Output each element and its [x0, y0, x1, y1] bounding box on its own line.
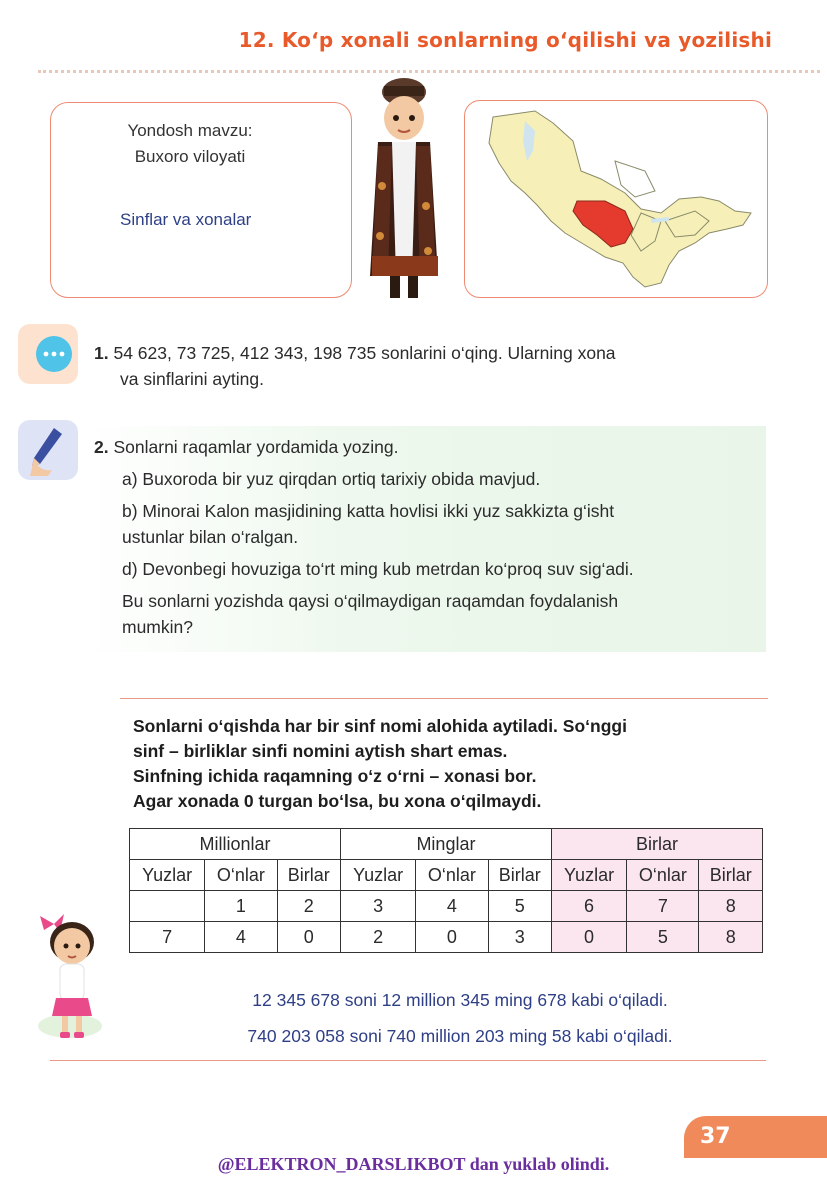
table-cell: 0 [416, 922, 488, 953]
rule-divider-bottom [50, 1060, 766, 1061]
exercise-1-number: 1. [94, 343, 109, 363]
table-cell: 5 [488, 891, 551, 922]
table-cell: 8 [699, 891, 763, 922]
rule-note-line4: Agar xonada 0 turgan boʻlsa, bu xona oʻqilmaydi. [133, 791, 542, 811]
girl-illustration [30, 906, 110, 1046]
exercise-1-line1 [94, 340, 764, 366]
rule-divider-top [120, 698, 768, 699]
rule-note-line3: Sinfning ichida raqamning oʻz oʻrni – xonasi bor. [133, 766, 537, 786]
rule-note [133, 714, 773, 814]
exercise-2 [94, 434, 764, 640]
table-cell: 1 [205, 891, 277, 922]
exercise-2-question-line1: Bu sonlarni yozishda qaysi o‘qilmaydigan raqamdan foydalanish [122, 591, 619, 611]
table-cell: 2 [340, 922, 415, 953]
table-header-cell: O‘nlar [627, 860, 699, 891]
page-title: 12. Koʻp xonali sonlarning oʻqilishi va yozilishi [238, 28, 772, 52]
exercise-2-item-a: a) Buxoroda bir yuz qirqdan ortiq tarixiy obida mavjud. [122, 469, 541, 489]
pencil-hand-icon [18, 420, 78, 480]
table-class-thousands: Minglar [340, 829, 551, 860]
table-class-millions: Millionlar [130, 829, 341, 860]
exercise-1 [94, 340, 764, 392]
exercise-2-text: Sonlarni raqamlar yordamida yozing. [113, 437, 399, 457]
table-header-cell: Yuzlar [340, 860, 415, 891]
map-box [464, 100, 768, 298]
table-cell: 4 [416, 891, 488, 922]
topic-link[interactable]: Sinflar va xonalar [120, 210, 252, 229]
table-header-cell: Birlar [699, 860, 763, 891]
exercise-1-text: 54 623, 73 725, 412 343, 198 735 sonlarini o‘qing. Ularning xona [113, 343, 616, 363]
table-cell: 5 [627, 922, 699, 953]
table-place-row [130, 860, 763, 891]
table-cell: 2 [277, 891, 340, 922]
page-number: 37 [684, 1116, 827, 1158]
exercise-2-intro [94, 434, 764, 460]
table-header-cell: Yuzlar [551, 860, 626, 891]
table-header-cell: O‘nlar [205, 860, 277, 891]
exercise-2-question-line2: mumkin? [122, 617, 193, 637]
table-cell: 7 [627, 891, 699, 922]
table-header-cell: O‘nlar [416, 860, 488, 891]
place-value-table [129, 828, 763, 953]
table-cell [130, 891, 205, 922]
table-cell: 3 [340, 891, 415, 922]
footer-credit[interactable]: @ELEKTRON_DARSLIKBOT dan yuklab olindi. [217, 1154, 610, 1174]
uzbekistan-map [465, 101, 768, 298]
exercise-2-item-b-line2: ustunlar bilan o‘ralgan. [122, 527, 299, 547]
topic-label-line1: Yondosh mavzu: [127, 121, 253, 140]
table-cell: 6 [551, 891, 626, 922]
table-row [130, 922, 763, 953]
table-cell: 0 [277, 922, 340, 953]
table-class-row [130, 829, 763, 860]
boy-illustration [362, 76, 446, 302]
exercise-1-line2: va sinflarini ayting. [120, 369, 264, 389]
table-row [130, 891, 763, 922]
example-reading-2: 740 203 058 soni 740 million 203 ming 58 kabi o‘qiladi. [247, 1026, 673, 1046]
table-cell: 4 [205, 922, 277, 953]
topic-label [50, 118, 330, 170]
table-header-cell: Yuzlar [130, 860, 205, 891]
exercise-2-item-b-line1: b) Minorai Kalon masjidining katta hovlisi ikki yuz sakkizta g‘isht [122, 501, 615, 521]
exercise-2-number: 2. [94, 437, 109, 457]
rule-note-line1: Sonlarni oʻqishda har bir sinf nomi alohida aytiladi. Soʻnggi [133, 716, 627, 736]
dotted-divider [38, 70, 820, 73]
exercise-2-item-d: d) Devonbegi hovuziga to‘rt ming kub metrdan ko‘proq suv sig‘adi. [122, 559, 634, 579]
topic-label-line2: Buxoro viloyati [134, 147, 246, 166]
rule-note-line2: sinf – birliklar sinfi nomini aytish shart emas. [133, 741, 508, 761]
table-cell: 8 [699, 922, 763, 953]
table-header-cell: Birlar [488, 860, 551, 891]
table-class-units: Birlar [551, 829, 762, 860]
table-cell: 0 [551, 922, 626, 953]
example-reading-1: 12 345 678 soni 12 million 345 ming 678 kabi o‘qiladi. [252, 990, 668, 1010]
table-cell: 3 [488, 922, 551, 953]
speech-bubble-icon [18, 324, 78, 384]
table-header-cell: Birlar [277, 860, 340, 891]
table-cell: 7 [130, 922, 205, 953]
